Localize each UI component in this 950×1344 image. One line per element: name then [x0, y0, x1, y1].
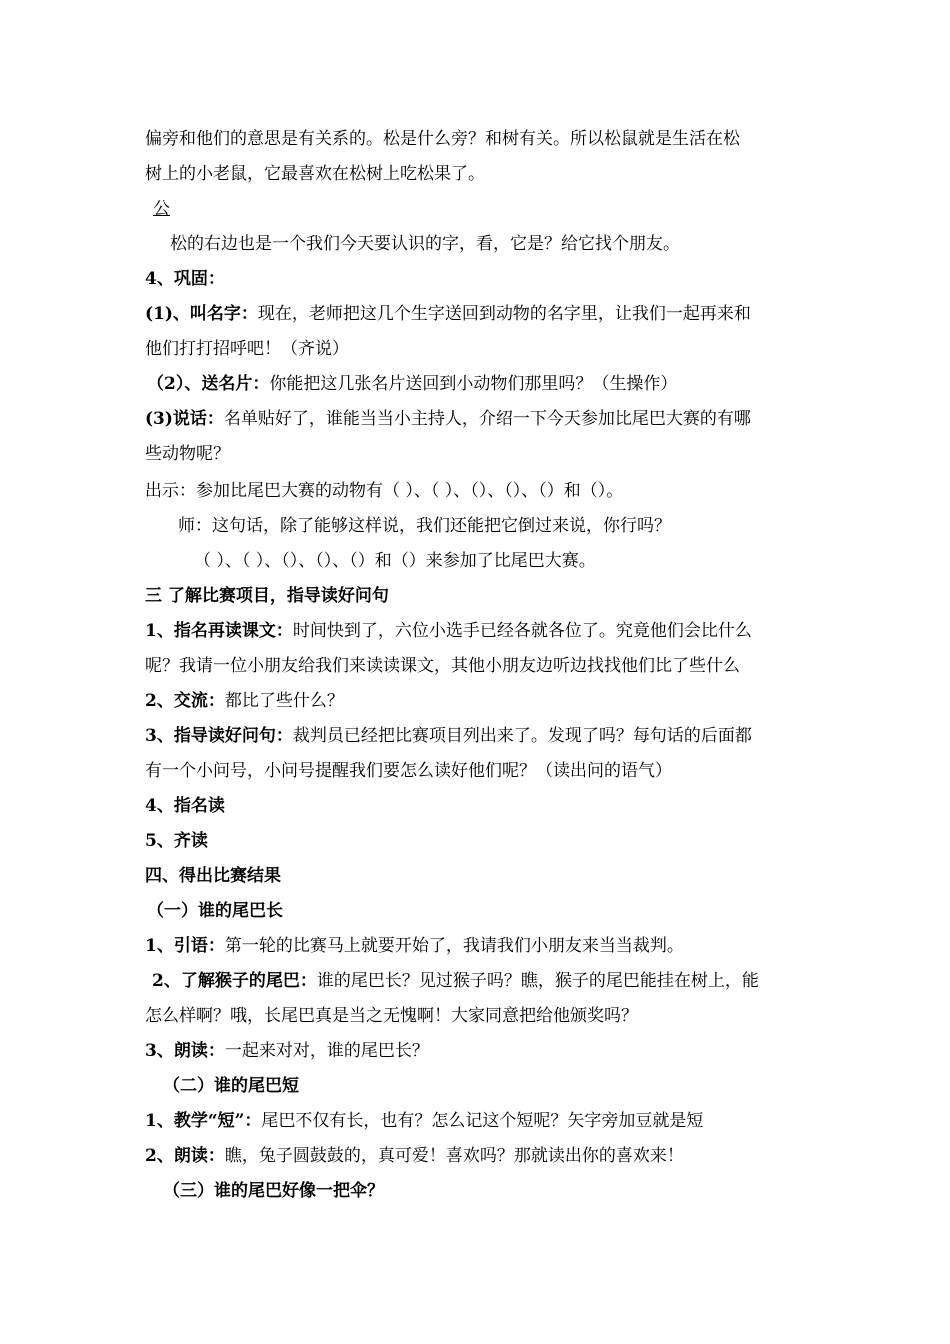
- paragraph-line: 有一个小问号，小问号提醒我们要怎么读好他们呢？（读出问的语气）: [145, 761, 672, 781]
- paragraph-line: 怎么样啊？哦，长尾巴真是当之无愧啊！大家同意把给他颁奖吗？: [145, 1006, 638, 1026]
- subsection-heading: （二）谁的尾巴短: [163, 1076, 299, 1096]
- subsection-heading: （一）谁的尾巴长: [147, 901, 283, 921]
- step-line: 1、指名再读课文：时间快到了，六位小选手已经各就各位了。究竟他们会比什么: [145, 621, 752, 641]
- paragraph-line: 松的右边也是一个我们今天要认识的字，看，它是？给它找个朋友。: [170, 234, 680, 254]
- step-heading: 4、指名读: [145, 796, 225, 816]
- step-line: 1、引语：第一轮的比赛马上就要开始了，我请我们小朋友来当当裁判。: [145, 936, 684, 956]
- paragraph-line: 呢？我请一位小朋友给我们来读读课文，其他小朋友边听边找找他们比了些什么: [145, 656, 740, 676]
- step-line: （2）、送名片：你能把这几张名片送回到小动物们那里吗？（生操作）: [147, 374, 678, 394]
- step-line: 2、朗读：瞧，兔子圆鼓鼓的，真可爱！喜欢吗？那就读出你的喜欢来！: [145, 1146, 684, 1166]
- step-line: 2、交流：都比了些什么？: [145, 691, 344, 711]
- paragraph-line: 些动物呢？: [145, 444, 230, 464]
- paragraph-line: 偏旁和他们的意思是有关系的。松是什么旁？和树有关。所以松鼠就是生活在松: [145, 129, 740, 149]
- character-heading: 公: [153, 199, 170, 219]
- paragraph-line: 树上的小老鼠，它最喜欢在松树上吃松果了。: [145, 164, 485, 184]
- section-heading: 4、巩固：: [145, 269, 225, 289]
- step-line: 2、了解猴子的尾巴：谁的尾巴长？见过猴子吗？瞧，猴子的尾巴能挂在树上，能: [152, 971, 759, 991]
- display-line: 出示：参加比尾巴大赛的动物有（ ）、（ ）、（）、（）、（）和（）。: [145, 481, 624, 501]
- step-line: (3)说话：名单贴好了，谁能当当小主持人，介绍一下今天参加比尾巴大赛的有哪: [145, 409, 751, 429]
- step-heading: 5、齐读: [145, 831, 208, 851]
- teacher-line: 师：这句话，除了能够这样说，我们还能把它倒过来说，你行吗？: [178, 516, 671, 536]
- paragraph-line: 他们打打招呼吧！（齐说）: [145, 339, 349, 359]
- section-heading: 四、得出比赛结果: [145, 866, 281, 886]
- step-line: 1、教学“短”：尾巴不仅有长，也有？怎么记这个短呢？矢字旁加豆就是短: [145, 1111, 704, 1131]
- step-line: 3、朗读：一起来对对，谁的尾巴长？: [145, 1041, 429, 1061]
- blank-sentence-line: （ ）、（ ）、（）、（）、（）和（）来参加了比尾巴大赛。: [194, 551, 596, 571]
- subsection-heading: （三）谁的尾巴好像一把伞？: [163, 1181, 384, 1201]
- step-line: 3、指导读好问句：裁判员已经把比赛项目列出来了。发现了吗？每句话的后面都: [145, 726, 752, 746]
- section-heading: 三 了解比赛项目，指导读好问句: [145, 586, 389, 606]
- step-line: (1)、叫名字：现在，老师把这几个生字送回到动物的名字里，让我们一起再来和: [145, 304, 751, 324]
